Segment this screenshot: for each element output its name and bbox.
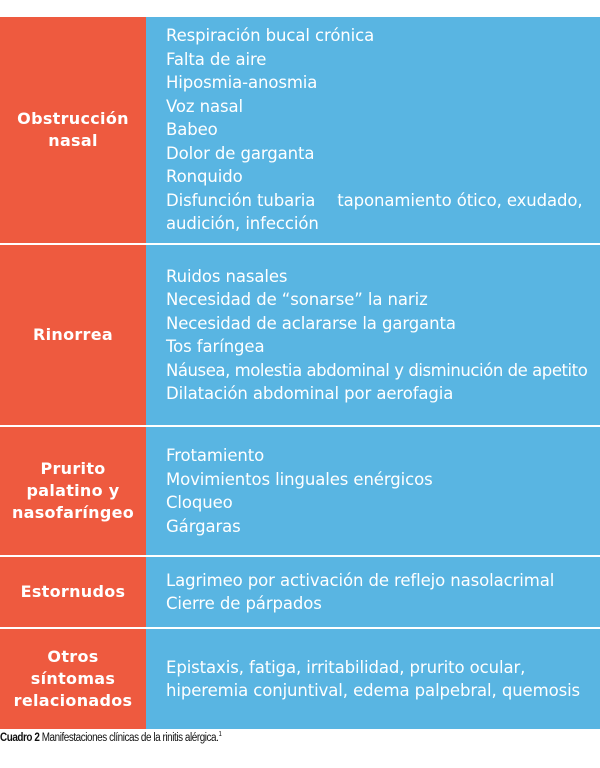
list-item: Lagrimeo por activación de reflejo nasolacrimal — [166, 570, 555, 590]
list-item: Cierre de párpados — [166, 594, 322, 613]
list-item: Cloqueo — [166, 493, 233, 512]
table-row — [0, 427, 600, 557]
list-item: Necesidad de aclararse la garganta — [166, 313, 456, 333]
items-cell — [146, 427, 600, 555]
caption-reference: 1 — [218, 731, 222, 738]
items-cell — [146, 245, 600, 425]
category-cell: Prurito palatino y nasofaríngeo — [0, 427, 146, 555]
category-cell: Estornudos — [0, 557, 146, 627]
items-cell — [146, 629, 600, 729]
list-item: Dolor de garganta — [166, 143, 315, 163]
list-item: Ronquido — [166, 167, 243, 187]
list-item: Náusea, molestia abdominal y disminución de apetito — [166, 360, 588, 380]
table-row — [0, 629, 600, 729]
list-item — [166, 189, 592, 236]
list-item: Respiración bucal crónica — [166, 26, 375, 46]
manifestations-table — [0, 17, 600, 729]
items-cell — [146, 17, 600, 243]
list-item: Hiposmia-anosmia — [166, 73, 318, 93]
list-item: Falta de aire — [166, 49, 267, 69]
table-row — [0, 17, 600, 245]
list-item: Ruidos nasales — [166, 266, 288, 286]
list-item: Voz nasal — [166, 96, 243, 116]
list-item-part: Disfunción tubaria — [166, 190, 316, 210]
list-item: hiperemia conjuntival, edema palpebral, quemosis — [166, 681, 581, 700]
list-item: Necesidad de “sonarse” la nariz — [166, 290, 428, 309]
category-cell: Otros síntomas relacionados — [0, 629, 146, 729]
items-cell — [146, 557, 600, 627]
list-item: Babeo — [166, 120, 218, 140]
list-item: Epistaxis, fatiga, irritabilidad, prurito ocular, — [166, 657, 526, 677]
list-item-part: taponamiento ótico, exudado, audición, infección — [166, 190, 583, 234]
table-caption — [0, 731, 221, 744]
table-row — [0, 245, 600, 427]
list-item: Dilatación abdominal por aerofagia — [166, 384, 454, 403]
caption-text: Manifestaciones clínicas de la rinitis alérgica. — [39, 731, 219, 744]
list-item: Tos faríngea — [166, 337, 265, 356]
category-cell: Obstrucción nasal — [0, 17, 146, 243]
caption-label: Cuadro 2 — [0, 731, 40, 744]
table-row — [0, 557, 600, 629]
list-item: Frotamiento — [166, 446, 265, 465]
list-item: Movimientos linguales enérgicos — [166, 469, 433, 489]
list-item: Gárgaras — [166, 516, 241, 536]
category-cell: Rinorrea — [0, 245, 146, 425]
